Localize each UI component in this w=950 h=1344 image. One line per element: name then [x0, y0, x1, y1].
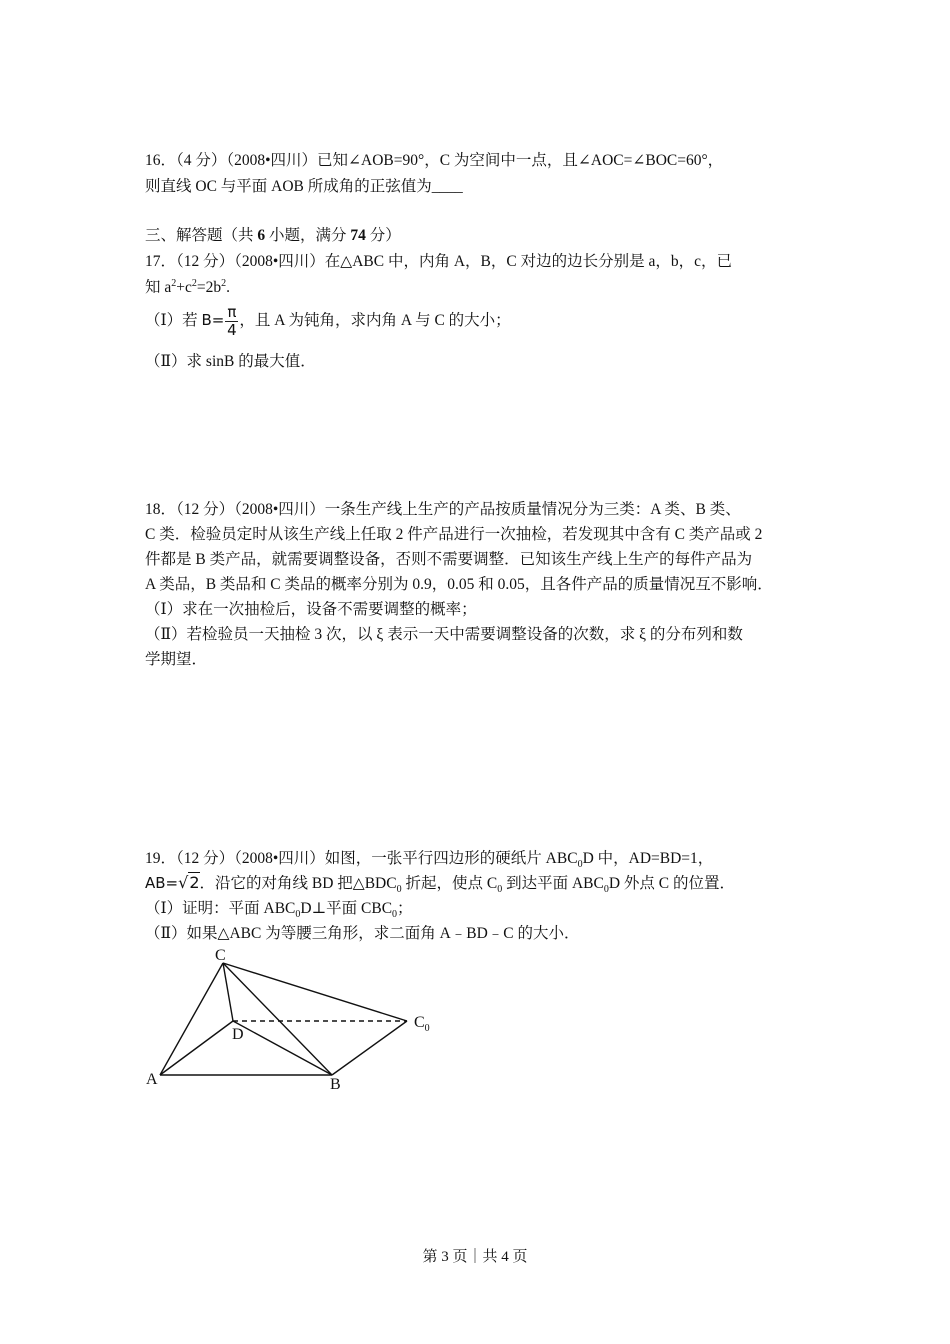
q19-part1 — [145, 898, 413, 920]
section-suffix: 分） — [365, 227, 401, 244]
sub-0: 0 — [497, 884, 503, 896]
label-C0-sub: 0 — [424, 1023, 430, 1034]
frac-den: 4 — [227, 320, 237, 339]
q18-line4: A 类品，B 类品和 C 类品的概率分别为 0.9，0.05 和 0.05，且各件产品的质量情况互不影响． — [145, 576, 773, 593]
edge-AD — [160, 1021, 233, 1075]
section-middle: 小题，满分 — [265, 227, 351, 244]
sub-0: 0 — [603, 884, 609, 896]
q19-p1c: ； — [397, 900, 413, 917]
section-score: 74 — [350, 227, 366, 244]
q19-part2: （Ⅱ）如果△ABC 为等腰三角形，求二面角 A﹣BD﹣C 的大小． — [145, 925, 580, 942]
q19-l1b: D 中，AD=BD=1， — [582, 850, 714, 867]
q19-l1a: 19．（12 分）（2008•四川）如图，一张平行四边形的硬纸片 ABC — [145, 850, 578, 867]
q18-line5: （Ⅰ）求在一次抽检后，设备不需要调整的概率； — [145, 601, 477, 618]
q17-l2c: =2b — [196, 279, 222, 296]
q19-l2c: 到达平面 ABC — [502, 875, 604, 892]
formula-AB: AB= — [145, 874, 179, 892]
page-footer: 第 3 页｜共 4 页 — [422, 1249, 528, 1265]
label-C0 — [414, 1014, 430, 1034]
edge-CA — [160, 963, 223, 1075]
edge-DB — [233, 1021, 332, 1075]
q19-l2a: ．沿它的对角线 BD 把△BDC — [199, 875, 397, 892]
sqrt-arg: 2 — [189, 873, 200, 892]
q16-line1: 16．（4 分）（2008•四川）已知∠AOB=90°，C 为空间中一点，且∠AOC=∠BOC=60°， — [145, 152, 724, 169]
sub-0: 0 — [392, 909, 398, 921]
sub-0: 0 — [396, 884, 402, 896]
q18-line7: 学期望． — [145, 651, 208, 668]
q17-l2d: . — [226, 279, 231, 296]
label-B: B — [330, 1076, 341, 1093]
section-count: 6 — [257, 227, 266, 244]
q17-line1: 17．（12 分）（2008•四川）在△ABC 中，内角 A，B，C 对边的边长分别是 a，b，c，已 — [145, 253, 732, 270]
sub-0: 0 — [295, 909, 301, 921]
q17-part1 — [145, 302, 511, 339]
q19-p1a: （Ⅰ）证明：平面 ABC — [145, 900, 296, 917]
sub-0: 0 — [577, 859, 583, 871]
sup-2: 2 — [191, 277, 197, 289]
q18-line6: （Ⅱ）若检验员一天抽检 3 次，以 ξ 表示一天中需要调整设备的次数，求 ξ 的分布列和数 — [145, 626, 743, 643]
q19-l2b: 折起，使点 C — [401, 875, 498, 892]
q16-line2: 则直线 OC 与平面 AOB 所成角的正弦值为____ — [145, 178, 463, 195]
q18-line3: 件都是 B 类产品，就需要调整设备，否则不需要调整．已知该生产线上生产的每件产品为 — [145, 551, 753, 568]
q18-line1: 18．（12 分）（2008•四川）一条生产线上生产的产品按质量情况分为三类：A 类、B 类、 — [145, 501, 741, 518]
label-D: D — [232, 1026, 244, 1043]
q19-l2d: D 外点 C 的位置． — [608, 875, 735, 892]
sqrt-sign: √ — [178, 873, 189, 892]
fraction-pi-over-4 — [225, 304, 238, 339]
label-C0-main: C — [414, 1014, 425, 1031]
q19-p1b: D⊥平面 CBC — [300, 900, 393, 917]
edge-CC0 — [223, 963, 407, 1021]
q17-part1-prefix: （Ⅰ）若 — [145, 312, 202, 329]
q19-line1 — [145, 848, 713, 870]
label-C: C — [215, 947, 226, 964]
q18-line2: C 类．检验员定时从该生产线上任取 2 件产品进行一次抽检，若发现其中含有 C 类产品或 2 — [145, 526, 763, 543]
section-heading — [145, 225, 401, 247]
formula-B: B= — [201, 311, 225, 329]
edge-CB — [223, 963, 332, 1075]
label-A: A — [146, 1071, 158, 1088]
q17-l2b: +c — [176, 279, 192, 296]
edge-CD — [223, 963, 233, 1021]
sup-2: 2 — [171, 277, 177, 289]
sup-2: 2 — [221, 277, 227, 289]
q17-part2: （Ⅱ）求 sinB 的最大值． — [145, 353, 316, 370]
edge-BC0 — [332, 1021, 407, 1075]
frac-num: π — [227, 302, 237, 321]
q17-part1-suffix: ，且 A 为钝角，求内角 A 与 C 的大小； — [239, 312, 511, 329]
q17-l2a: 知 a — [145, 279, 172, 296]
q19-line2 — [145, 872, 735, 895]
q17-line2 — [145, 277, 230, 299]
section-prefix: 三、解答题（共 — [145, 227, 258, 244]
